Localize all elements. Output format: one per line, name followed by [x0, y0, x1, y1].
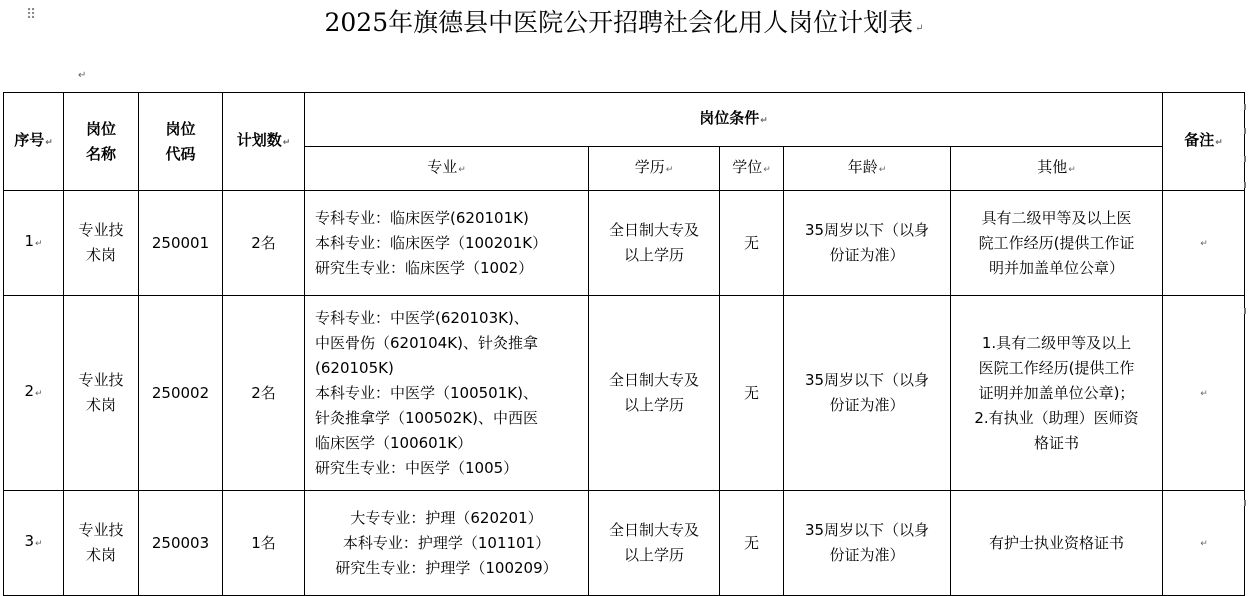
cell-degree: 无 — [720, 491, 784, 596]
cell-major: 大专专业：护理（620201） 本科专业：护理学（101101） 研究生专业：护理学（100209） — [305, 491, 589, 596]
header-conditions: 岗位条件↵ — [305, 93, 1163, 147]
paragraph-mark: ↵ — [78, 70, 87, 81]
cell-remarks: ↵ — [1163, 296, 1245, 491]
margin-tick — [1244, 500, 1246, 506]
header-major: 专业↵ — [305, 147, 589, 191]
page-title: 2025年旗德县中医院公开招聘社会化用人岗位计划表 ↵ — [324, 8, 924, 37]
cell-other: 1.具有二级甲等及以上 医院工作经历(提供工作 证明并加盖单位公章)； 2.有执业（助理）医师资 格证书 — [951, 296, 1163, 491]
cell-education: 全日制大专及 以上学历 — [589, 491, 720, 596]
cell-age: 35周岁以下（以身 份证为准） — [784, 296, 951, 491]
cell-post-name: 专业技 术岗 — [64, 296, 139, 491]
header-plan-count: 计划数↵ — [223, 93, 305, 191]
margin-tick — [1244, 156, 1246, 162]
cell-remarks: ↵ — [1163, 191, 1245, 296]
drag-handle-icon[interactable]: ⠿ — [26, 7, 37, 23]
cell-education: 全日制大专及 以上学历 — [589, 191, 720, 296]
header-education: 学历↵ — [589, 147, 720, 191]
cell-age: 35周岁以下（以身 份证为准） — [784, 491, 951, 596]
header-post-name: 岗位 名称 — [64, 93, 139, 191]
cell-major: 专科专业：临床医学(620101K) 本科专业：临床医学（100201K） 研究生专业：临床医学（1002） — [305, 191, 589, 296]
cell-post-code: 250003 — [139, 491, 223, 596]
cell-degree: 无 — [720, 296, 784, 491]
margin-tick — [1244, 104, 1246, 110]
header-other: 其他↵ — [951, 147, 1163, 191]
recruitment-plan-table — [3, 92, 1245, 596]
cell-major: 专科专业：中医学(620103K)、 中医骨伤（620104K)、针灸推拿 (620105K) 本科专业：中医学（100501K)、 针灸推拿学（100502K)、中西医 临床医学（100601K） 研究生专业：中医学（1005） — [305, 296, 589, 491]
cell-plan-count: 1名 — [223, 491, 305, 596]
header-remarks: 备注↵ — [1163, 93, 1245, 191]
cell-plan-count: 2名 — [223, 296, 305, 491]
table-row — [4, 191, 1245, 296]
cell-seq: 3↵ — [4, 491, 64, 596]
header-post-code: 岗位 代码 — [139, 93, 223, 191]
header-row-1 — [4, 93, 1245, 147]
margin-tick — [1244, 308, 1246, 314]
cell-remarks: ↵ — [1163, 491, 1245, 596]
cell-seq: 1↵ — [4, 191, 64, 296]
margin-tick — [1244, 128, 1246, 134]
cell-other: 有护士执业资格证书 — [951, 491, 1163, 596]
cell-age: 35周岁以下（以身 份证为准） — [784, 191, 951, 296]
cell-degree: 无 — [720, 191, 784, 296]
cell-plan-count: 2名 — [223, 191, 305, 296]
header-seq: 序号↵ — [4, 93, 64, 191]
header-age: 年龄↵ — [784, 147, 951, 191]
header-degree: 学位↵ — [720, 147, 784, 191]
cell-seq: 2↵ — [4, 296, 64, 491]
margin-tick — [1244, 182, 1246, 188]
cell-other: 具有二级甲等及以上医 院工作经历(提供工作证 明并加盖单位公章） — [951, 191, 1163, 296]
table-row — [4, 491, 1245, 596]
table-row — [4, 296, 1245, 491]
cell-post-code: 250002 — [139, 296, 223, 491]
cell-education: 全日制大专及 以上学历 — [589, 296, 720, 491]
cell-post-code: 250001 — [139, 191, 223, 296]
cell-post-name: 专业技 术岗 — [64, 491, 139, 596]
cell-post-name: 专业技 术岗 — [64, 191, 139, 296]
